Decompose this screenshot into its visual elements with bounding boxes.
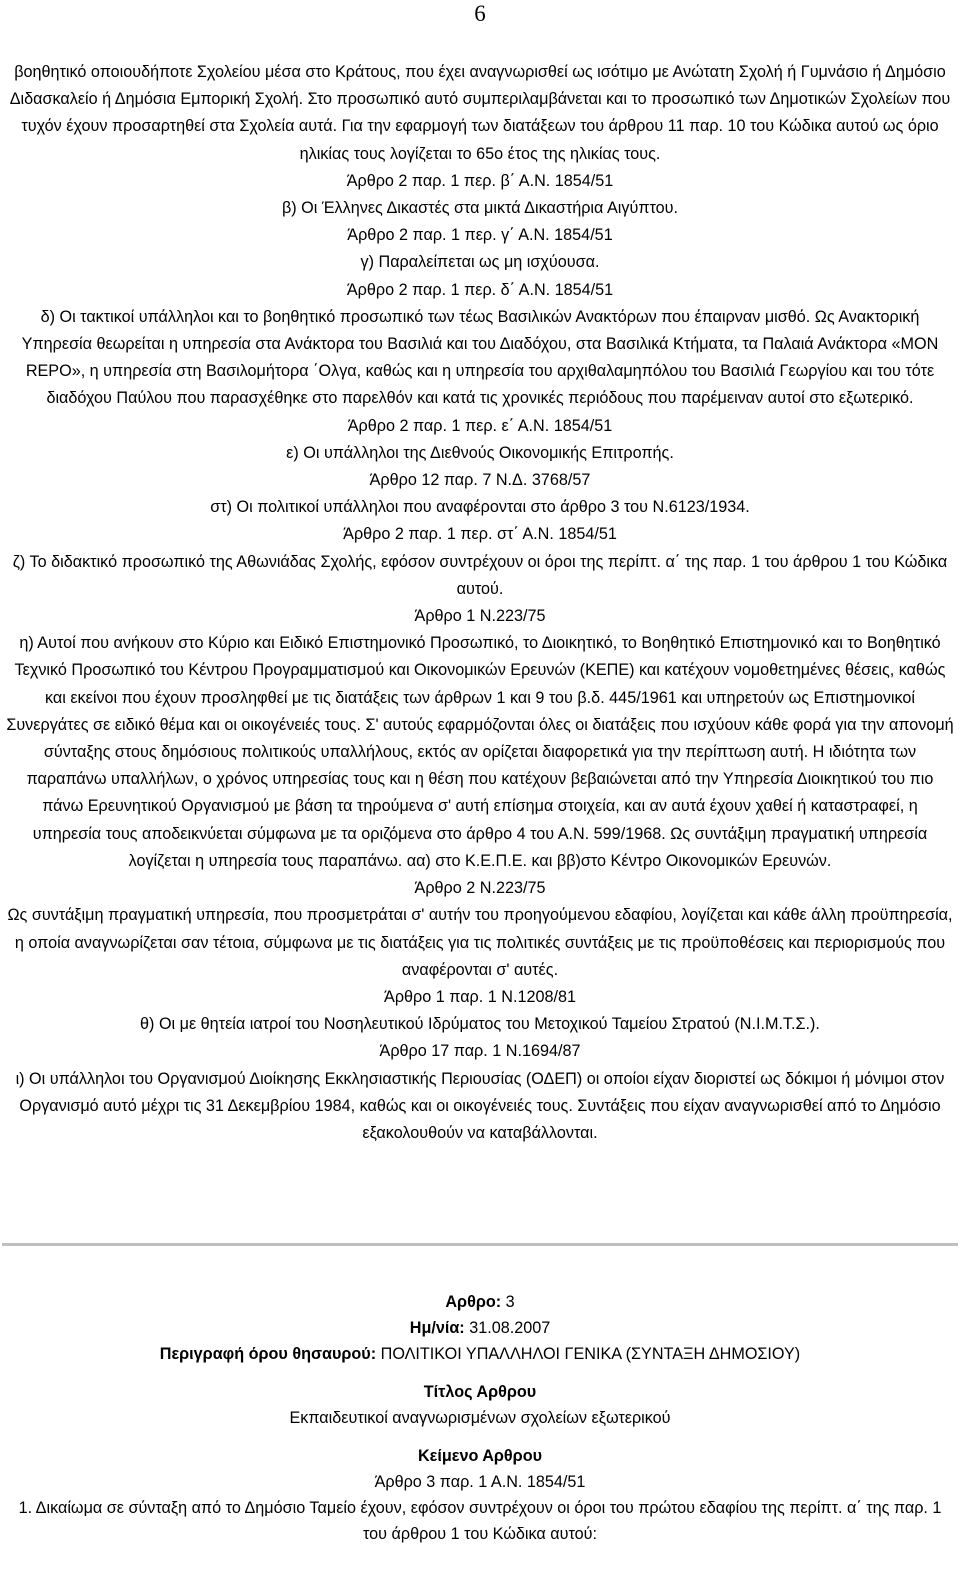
paragraph: Ως συντάξιμη πραγματική υπηρεσία, που προσμετράται σ' αυτήν του προηγούμενου εδαφίου, λογίζεται και κάθε άλλη προϋπηρεσία, η οποία αναγνωρίζεται σαν τέτοια, σύμφωνα με τις διατάξεις για τις πολιτικές συντάξεις με τις προϋποθέσεις και περιορισμούς που αναφέρονται σ' αυτές. <box>7 906 953 979</box>
article-reference: Άρθρο 2 παρ. 1 περ. ε΄ Α.Ν. 1854/51 <box>347 416 613 435</box>
article-reference: Άρθρο 17 παρ. 1 Ν.1694/87 <box>379 1042 581 1061</box>
article-reference: Άρθρο 1 Ν.223/75 <box>414 607 546 626</box>
paragraph: στ) Οι πολιτικοί υπάλληλοι που αναφέρονται στο άρθρο 3 του Ν.6123/1934. <box>210 498 750 517</box>
article-body-heading: Κείμενο Αρθρου <box>417 1447 543 1465</box>
paragraph: η) Αυτοί που ανήκουν στο Κύριο και Ειδικό Επιστημονικό Προσωπικό, το Διοικητικό, το Βοηθητικό Επιστημονικό και το Βοηθητικό Τεχνικό Προσωπικό του Κέντρου Προγραμματισμού και Οικονομικών Ερευνών (ΚΕΠΕ) και κατέχουν νομοθετημένες θέσεις, καθώς και εκείνοι που έχουν προσληφθεί με τις διατάξεις των άρθρων 1 και 9 του β.δ. 445/1961 και υπηρετούν ως Επιστημονικοί Συνεργάτες σε ειδικό θέμα και οι οικογένειές τους. Σ' αυτούς εφαρμόζονται όλες οι διατάξεις που ισχύουν κάθε φορά για την απονομή σύνταξης στους δημόσιους πολιτικούς υπαλλήλους, εκτός αν ορίζεται διαφορετικά για την περίπτωση αυτή. Η ιδιότητα των παραπάνω υπαλλήλων, ο χρόνος υπηρεσίας τους και η θέση που κατέχουν βεβαιώνεται από την Υπηρεσία Διοικητικού του πιο πάνω Ερευνητικού Οργανισμού με βάση τα τηρούμενα σ' αυτή επίσημα στοιχεία, και αν αυτά έχουν χαθεί ή καταστραφεί, η υπηρεσία τους αποδεικνύεται σύμφωνα με τα οριζόμενα στο άρθρο 4 του Α.Ν. 599/1968. Ως συντάξιμη πραγματική υπηρεσία λογίζεται η υπηρεσία τους παραπάνω. αα) στο Κ.Ε.Π.Ε. και ββ)στο Κέντρο Οικονομικών Ερευνών. <box>6 634 954 870</box>
article-reference: Άρθρο 2 παρ. 1 περ. β΄ Α.Ν. 1854/51 <box>346 171 614 190</box>
paragraph: θ) Οι με θητεία ιατροί του Νοσηλευτικού Ιδρύματος του Μετοχικού Ταμείου Στρατού (Ν.Ι.Μ.Τ.Σ.). <box>140 1015 820 1034</box>
article-number-label: Αρθρο: <box>445 1293 502 1311</box>
paragraph: βοηθητικό οποιουδήποτε Σχολείου μέσα στο Κράτους, που έχει αναγνωρισθεί ως ισότιμο με Ανώτατη Σχολή ή Γυμνάσιο ή Δημόσιο Διδασκαλείο ή Δημόσια Εμπορική Σχολή. Στο προσωπικό αυτό συμπεριλαμβάνεται και το προσωπικό των Δημοτικών Σχολείων που τυχόν έχουν προσαρτηθεί στα Σχολεία αυτά. Για την εφαρμογή των διατάξεων του άρθρου 11 παρ. 10 του Κώδικα αυτού ως όριο ηλικίας τους λογίζεται το 65ο έτος της ηλικίας τους. <box>9 63 951 163</box>
article-reference: Άρθρο 12 παρ. 7 Ν.Δ. 3768/57 <box>369 471 591 490</box>
paragraph: ε) Οι υπάλληλοι της Διεθνούς Οικονομικής Επιτροπής. <box>286 443 674 462</box>
article-reference: Άρθρο 2 παρ. 1 περ. στ΄ Α.Ν. 1854/51 <box>343 525 617 544</box>
article-reference: Άρθρο 2 παρ. 1 περ. δ΄ Α.Ν. 1854/51 <box>346 280 614 299</box>
paragraph: γ) Παραλείπεται ως μη ισχύουσα. <box>360 253 600 272</box>
page-number: 6 <box>474 1 486 26</box>
article-record <box>0 1289 960 1547</box>
article-body-reference: Άρθρο 3 παρ. 1 Α.Ν. 1854/51 <box>374 1473 586 1491</box>
document-upper-section <box>0 59 960 1147</box>
paragraph: β) Οι Έλληνες Δικαστές στα μικτά Δικαστήρια Αιγύπτου. <box>281 199 679 218</box>
paragraph: ζ) Το διδακτικό προσωπικό της Αθωνιάδας Σχολής, εφόσον συντρέχουν οι όροι της περίπτ. α΄ της παρ. 1 του άρθρου 1 του Κώδικα αυτού. <box>12 552 948 598</box>
article-number-value: 3 <box>501 1293 515 1311</box>
article-date-label: Ημ/νία: <box>409 1319 465 1337</box>
section-divider <box>2 1243 958 1246</box>
article-reference: Άρθρο 2 Ν.223/75 <box>414 879 546 898</box>
paragraph: δ) Οι τακτικοί υπάλληλοι και το βοηθητικό προσωπικό των τέως Βασιλικών Ανακτόρων που έπαιρναν μισθό. Ως Ανακτορική Υπηρεσία θεωρείται η υπηρεσία στα Ανάκτορα του Βασιλιά και του Διαδόχου, στα Βασιλικά Κτήματα, τα Παλαιά Ανάκτορα «MON REPO», η υπηρεσία στη Βασιλομήτορα ΄Ολγα, καθώς και η υπηρεσία του αρχιθαλαμηπόλου του Βασιλιά Γεωργίου και του τότε διαδόχου Παύλου που παρασχέθηκε στο παρελθόν και κατά τις χρονικές περιόδους που παρέμειναν αυτοί στο εξωτερικό. <box>21 307 939 408</box>
article-body-text: 1. Δικαίωμα σε σύνταξη από το Δημόσιο Ταμείο έχουν, εφόσον συντρέχουν οι όροι του πρώτου εδαφίου της περίπτ. α΄ της παρ. 1 του άρθρου 1 του Κώδικα αυτού: <box>18 1499 942 1543</box>
article-number-row <box>0 1289 960 1315</box>
paragraph: ι) Οι υπάλληλοι του Οργανισμού Διοίκησης Εκκλησιαστικής Περιουσίας (ΟΔΕΠ) οι οποίοι είχαν διοριστεί ως δόκιμοι ή μόνιμοι στον Οργανισμό αυτό μέχρι τις 31 Δεκεμβρίου 1984, καθώς και οι οικογένειές τους. Συντάξεις που είχαν αναγνωρισθεί από το Δημόσιο εξακολουθούν να καταβάλλονται. <box>15 1069 945 1142</box>
thesaurus-term-row <box>0 1341 960 1367</box>
article-title-heading: Τίτλος Αρθρου <box>423 1383 537 1401</box>
thesaurus-term-value: ΠΟΛΙΤΙΚΟΙ ΥΠΑΛΛΗΛΟΙ ΓΕΝΙΚΑ (ΣΥΝΤΑΞΗ ΔΗΜΟΣΙΟΥ) <box>376 1345 801 1363</box>
article-reference: Άρθρο 1 παρ. 1 Ν.1208/81 <box>384 987 576 1006</box>
article-date-value: 31.08.2007 <box>464 1319 551 1337</box>
article-title-text: Εκπαιδευτικοί αναγνωρισμένων σχολείων εξωτερικού <box>289 1409 671 1427</box>
article-reference: Άρθρο 2 παρ. 1 περ. γ΄ Α.Ν. 1854/51 <box>347 226 613 245</box>
article-date-row <box>0 1315 960 1341</box>
thesaurus-term-label: Περιγραφή όρου θησαυρού: <box>159 1345 377 1363</box>
